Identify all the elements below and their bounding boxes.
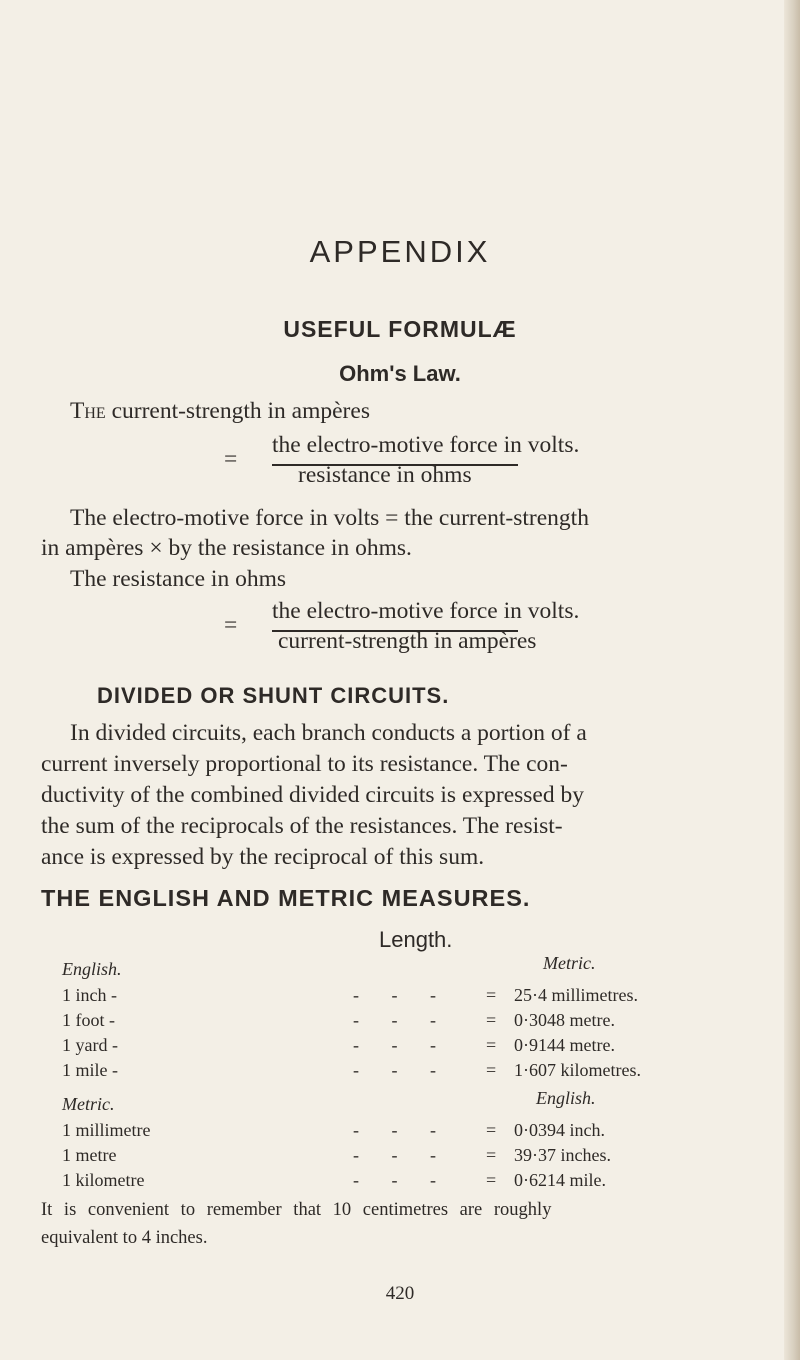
formula-numerator: the electro-motive force in volts. [272, 598, 580, 624]
row-leader: - - - [353, 1010, 450, 1030]
row-value: 39·37 inches. [514, 1145, 611, 1165]
divided-circuits-title: DIVIDED OR SHUNT CIRCUITS. [97, 683, 450, 708]
row-unit: 1 foot - [62, 1010, 115, 1030]
section-title-useful-formulae: USEFUL FORMULÆ [283, 316, 517, 342]
row-value: 0·9144 metre. [514, 1035, 615, 1055]
divided-line-2: current inversely proportional to its resistance. The con- [41, 751, 568, 777]
row-unit: 1 mile - [62, 1060, 118, 1080]
ohms-law-line-2: The electro-motive force in volts = the current-strength [70, 505, 589, 531]
intro-rest: current-strength in ampères [105, 398, 370, 424]
row-equals: = [486, 1145, 497, 1165]
row-equals: = [486, 1170, 497, 1190]
metric-column-header: Metric. [62, 1094, 115, 1114]
formula-resistance [224, 598, 580, 662]
divided-line-5: ance is expressed by the reciprocal of this sum. [41, 844, 485, 870]
ohms-law-line-4: The resistance in ohms [70, 566, 287, 592]
metric-column-header: Metric. [543, 953, 596, 973]
row-equals: = [486, 1120, 497, 1140]
length-title: Length. [379, 927, 453, 952]
divided-line-1: In divided circuits, each branch conducts a portion of a [70, 720, 587, 746]
row-leader: - - - [353, 1060, 450, 1080]
row-leader: - - - [353, 1120, 450, 1140]
formula-numerator: the electro-motive force in volts. [272, 432, 580, 458]
row-unit: 1 kilometre [62, 1170, 145, 1190]
page-edge-shadow [784, 0, 800, 1360]
note-line-2: equivalent to 4 inches. [41, 1228, 208, 1248]
row-leader: - - - [353, 1145, 450, 1165]
ohms-law-title: Ohm's Law. [339, 361, 461, 386]
divided-line-3: ductivity of the combined divided circuits is expressed by [41, 782, 584, 808]
formula-denominator: resistance in ohms [298, 462, 472, 488]
formula-equals: = [224, 446, 238, 472]
formula-denominator: current-strength in ampères [278, 628, 537, 654]
row-value: 1·607 kilometres. [514, 1060, 641, 1080]
row-value: 25·4 millimetres. [514, 985, 638, 1005]
row-value: 0·6214 mile. [514, 1170, 606, 1190]
ohms-law-intro [70, 398, 370, 425]
measures-title: THE ENGLISH AND METRIC MEASURES. [41, 885, 531, 911]
row-leader: - - - [353, 1035, 450, 1055]
divided-line-4: the sum of the reciprocals of the resistances. The resist- [41, 813, 563, 839]
english-column-header: English. [536, 1088, 596, 1108]
row-equals: = [486, 1060, 497, 1080]
row-leader: - - - [353, 985, 450, 1005]
page-heading: APPENDIX [309, 234, 491, 269]
note-line-1: It is convenient to remember that 10 centimetres are roughly [41, 1200, 552, 1220]
intro-lead-word: The [70, 398, 106, 424]
row-equals: = [486, 1035, 497, 1055]
row-value: 0·3048 metre. [514, 1010, 615, 1030]
row-value: 0·0394 inch. [514, 1120, 605, 1140]
row-leader: - - - [353, 1170, 450, 1190]
ohms-law-line-3: in ampères × by the resistance in ohms. [41, 535, 412, 561]
formula-equals: = [224, 612, 238, 638]
row-unit: 1 millimetre [62, 1120, 151, 1140]
page-number: 420 [385, 1283, 415, 1304]
formula-current [224, 432, 580, 496]
row-equals: = [486, 985, 497, 1005]
row-equals: = [486, 1010, 497, 1030]
row-unit: 1 inch - [62, 985, 117, 1005]
row-unit: 1 metre [62, 1145, 117, 1165]
row-unit: 1 yard - [62, 1035, 118, 1055]
english-column-header: English. [62, 959, 122, 979]
